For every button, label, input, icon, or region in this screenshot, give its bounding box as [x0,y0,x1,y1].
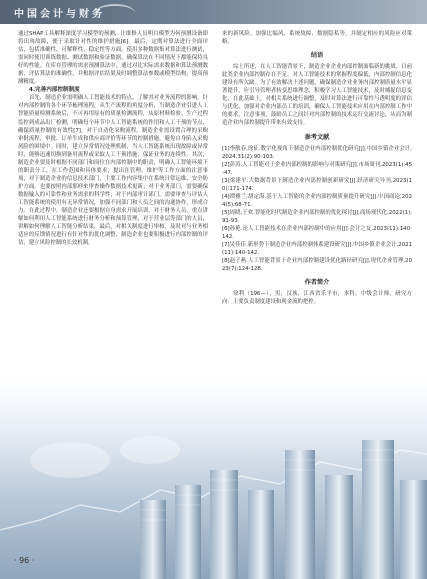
paragraph-algorithm-evaluation: 通过SHAP工具解释深度学习模型的预测，让维修人员明白模型为何预测设备即将出现故障，便于采取针对性的维护措施[6]。最后，定期对算法进行全面评估，包括准确性、可解释性、稳定性等方面。使用多种数据集对算法进行测试，需同时使用训练数据、测试数据和验证数据，确保算法在不同情况下都能保持良好的性能。在库存管理的需求预测算法中，通过对比实际需求数据和算法预测数据，评估算法的准确性，并根据评估结果及时调整算法参数或模型结构，提高预测精度。 [18,31,208,86]
paragraph-internal-control: 首先，制造企业需明确人工智能技术的特点，了解其对业务流程的影响，针对内部控制的各个环节梳理流程，从生产流程的角度分析，当制造企业引进人工智能质量检测系统后，不可再用原有的质量检测流程，从原材料检验、生产过程监控到成品出厂检测，明确每个环节中人工智能系统的作用和人工干预的节点，确保质量控制的有效性[7]。对于自动化采购流程，制造企业需设置合理的采购审批流程，审批、订单生成和供应商评价等环节的控制措施，避免自身陷入采购风险的困境中。同时，建立异常情况处理机制，当人工智能系统出现故障或异常时，能够迅速切换到备用流程或采取人工干预措施，保证业务的连续性。其次，制造企业要及时根据不同部门和岗位在内部控制中的职责，明确人工智能环境下的职责分工，在工作范围和具体要求，提出在管理、维护等工作方面的注意事项，对于制造企业的信息技术部门，主要工作内容集中在系统日常运维、安全防护方面。也要按照内部那样来审查操作数据技术更新；对于业务部门，需要确保数据输入的可靠性和业务需求的科学性；对于内部审计部门，需要审查与评估人工智能系统的使用有无异常情况，加强不同部门和人员之间的沟通协作，形成合力。在此过程中，制造企业还要根据自身需求开展培训，对于财务人员，重点讲解如何利用人工智能系统进行财务分析和预算管理，对于营业层等部门的人员，讲解如何理解人工智能分析结果。最后，对相关制度进行审核，及时对与业务相适应的反馈情况进行有针对性的优化调整，制造企业也要积极进行内部控制的评估，建立风险控制的长效机制。 [18,95,208,247]
reference-item: [6]孙艳.论人工智能技术在企业内部控制中的应用[J].会计之友,2023(11):140-142. [222,226,412,241]
page-number: · 96 · [14,556,35,565]
conclusion-heading: 结语 [310,52,324,60]
reference-item: [3]梁建平.大数据背景下制造企业内部控制创新研究[J].经济研究导刊,2023(10):171-174. [222,177,412,192]
reference-item: [1]李敏春,徐征.数字化视角下制造企业内部控制优化研究[J].中国乡镇企业会计,2024,31(2):90-103. [222,145,412,160]
coin-stacks-icon [140,440,427,579]
reference-item: [2]彭涛.人工智能对于企业内部控制的影响与对策研究[J].市场周刊,2023(1):45-47. [222,161,412,176]
right-column [222,30,412,306]
world-map-icon [30,436,180,478]
left-column [18,30,208,247]
author-heading: 作者简介 [304,279,330,287]
author-bio: 徐利（196—），男，汉族，江西省乐平市，本科，中级会计师，研究方向：主要负责制度建设和现金流的把控。 [222,291,412,306]
journal-title: 中国会计与财务 [14,9,105,20]
reference-item: [8]赵子燕.人工智能背景下企业内部控制建设优化路径研究[J].现代企业管理,2023(7):124-128. [222,258,412,273]
header-band [0,0,427,24]
references-heading: 参考文献 [304,133,330,141]
reference-item: [4]谭雅兰,胡定海.基于人工智能的企业内部控制质量提升研究[J].中国商论,2024(5):68-71. [222,193,412,208]
conclusion-paragraph: 综上所述，在人工智能背景下，制造企业企业内部控制面临新的挑战。目前此类企业内部控制存在不足，对人工智能技术的掌握程度偏低，内部控制信息化建设有所欠缺。为了有效解决上述问题，确保制造企业业务内部控制质量水平显著提升，应引导管理者转变思维理念，积极学习人工智能技术，及时捕捉信息变化，在此基础上，对相关系统进行调整，及时对算法进行可靠性与透明度的评估与优化，加强对企业内部员工的培训，确保人工智能技术应用在内部控制工作中的要求，注意事项，鼓励员工之间针对内部控制的技术运行交流讨论，从而为制造企业内部控制提升带来有效支持。 [222,64,412,127]
coins-and-chart-graphic [0,380,427,579]
reference-item: [7]吴佳佳.新形势下制造企业内部控制体系建设研究[J].中国乡镇企业会计,2021(11):140-142. [222,242,412,257]
section-title-internal-control: 4.完善内部控制制度 [29,87,80,94]
paragraph-risk-strategy: 来的新风险、加强比编风、系统故障、数据隐私等，并制定相应的风险应对策略。 [222,31,412,46]
reference-item: [5]周晓,王欢.智能化时代制造企业内部控制的优化探讨[J].商场现代化,2022(1):91-93. [222,209,412,224]
decorative-finance-image [0,380,427,579]
